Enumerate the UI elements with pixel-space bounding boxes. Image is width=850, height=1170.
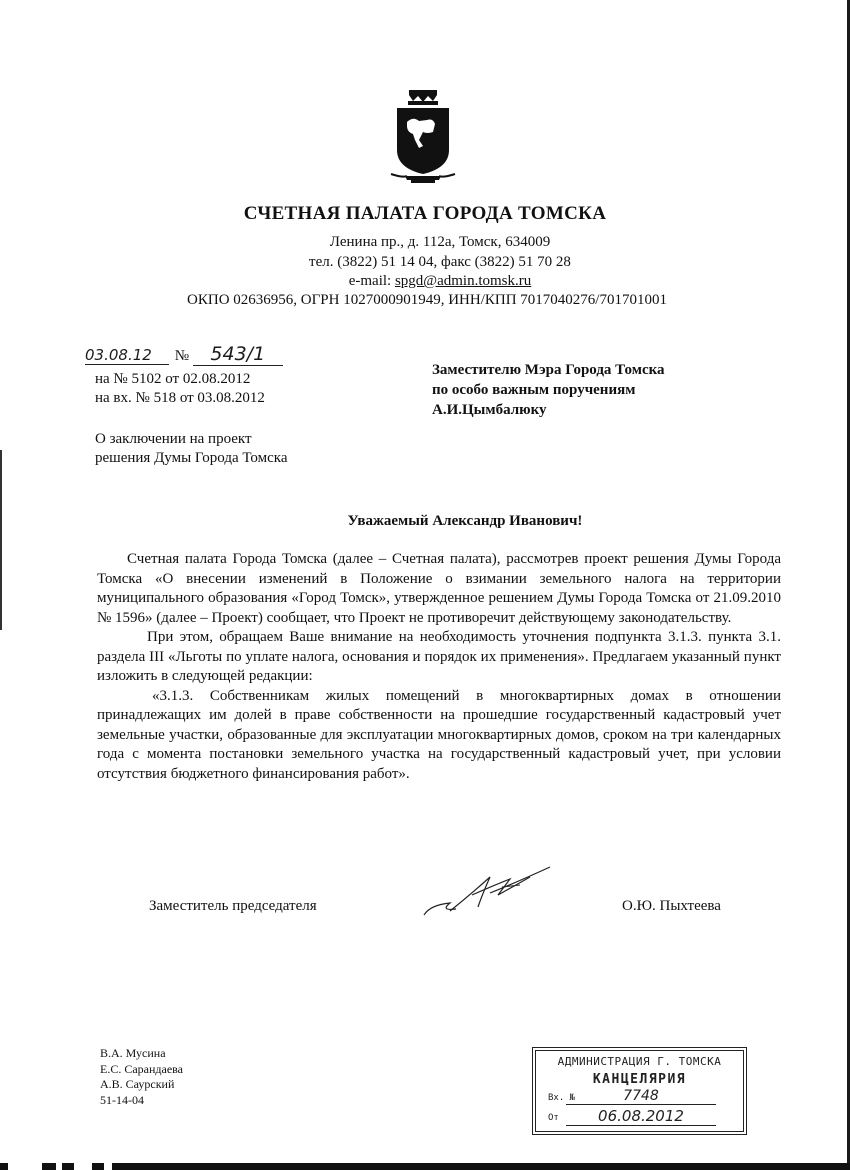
scan-bottom-marks xyxy=(0,1160,850,1170)
org-title: СЧЕТНАЯ ПАЛАТА ГОРОДА ТОМСКА xyxy=(243,203,607,224)
executors-block xyxy=(100,1046,183,1108)
incoming-registration-stamp xyxy=(535,1050,744,1132)
tomsk-coat-of-arms-icon xyxy=(383,88,463,190)
executor-1: В.А. Мусина xyxy=(100,1046,166,1060)
paragraph-3: «3.1.3. Собственникам жилых помещений в многоквартирных домах в отношении принадлежащих им долей в праве собственности на прошедшие государственный кадастровый учет земельные участки, образованные для эксплуатации многоквартирных домов, сроком на три календарных года с момента постановки земельного участка на государственный кадастровый учет, при условии отсутствия бюджетного финансирования работ». xyxy=(97,687,781,782)
letter-body xyxy=(97,550,781,784)
stamp-office: КАНЦЕЛЯРИЯ xyxy=(592,1072,687,1087)
signer-name: О.Ю. Пыхтеева xyxy=(622,898,721,914)
org-address: Ленина пр., д. 112а, Томск, 634009 xyxy=(329,234,551,250)
addressee-line-2: по особо важным поручениям xyxy=(432,382,636,398)
email-link[interactable]: spgd@admin.tomsk.ru xyxy=(394,273,532,289)
outgoing-number: 543/1 xyxy=(193,343,283,366)
stamp-date: 06.08.2012 xyxy=(566,1107,716,1126)
executor-phone: 51-14-04 xyxy=(100,1092,144,1107)
greeting: Уважаемый Александр Иванович! xyxy=(347,513,583,529)
executor-2: Е.С. Сарандаева xyxy=(100,1061,184,1076)
org-registry: ОКПО 02636956, ОГРН 1027000901949, ИНН/КПП 7017040276/701701001 xyxy=(187,292,667,308)
signer-position: Заместитель председателя xyxy=(149,898,317,914)
reference-2: на вх. № 518 от 03.08.2012 xyxy=(95,390,265,406)
scan-edge-left xyxy=(0,450,2,630)
number-label: № xyxy=(174,348,190,364)
outgoing-date: 03.08.12 xyxy=(85,346,169,365)
executor-3: А.В. Саурский xyxy=(100,1077,175,1091)
subject-line-1: О заключении на проект xyxy=(95,431,252,447)
org-phone-fax: тел. (3822) 51 14 04, факс (3822) 51 70 28 xyxy=(309,254,571,270)
reference-1: на № 5102 от 02.08.2012 xyxy=(95,371,251,387)
handwritten-signature xyxy=(420,865,555,920)
org-email-line xyxy=(0,273,850,290)
addressee-line-1: Заместителю Мэра Города Томска xyxy=(432,362,665,378)
email-label: e-mail: xyxy=(348,273,395,289)
outgoing-registration xyxy=(85,343,283,366)
paragraph-1: Счетная палата Города Томска (далее – Счетная палата), рассмотрев проект решения Думы Города Томска «О внесении изменений в Положение о взимании земельного налога на территории муниципального образования «Город Томск», утвержденное решением Думы Города Томска от 21.09.2010 № 1596» (далее – Проект) сообщает, что Проект не противоречит действующему законодательству. xyxy=(97,551,781,626)
stamp-org: АДМИНИСТРАЦИЯ Г. ТОМСКА xyxy=(557,1055,722,1068)
stamp-in-number: 7748 xyxy=(566,1088,716,1105)
stamp-in-label: Вх. № xyxy=(548,1093,576,1103)
subject-line-2: решения Думы Города Томска xyxy=(95,450,288,466)
addressee-line-3: А.И.Цымбалюку xyxy=(432,402,547,418)
paragraph-2: При этом, обращаем Ваше внимание на необходимость уточнения подпункта 3.1.3. пункта 3.1. раздела III «Льготы по уплате налога, основания и порядок их применения». Предлагаем указанный пункт изложить в следующей редакции: xyxy=(97,629,781,684)
stamp-date-label: От xyxy=(548,1113,559,1123)
